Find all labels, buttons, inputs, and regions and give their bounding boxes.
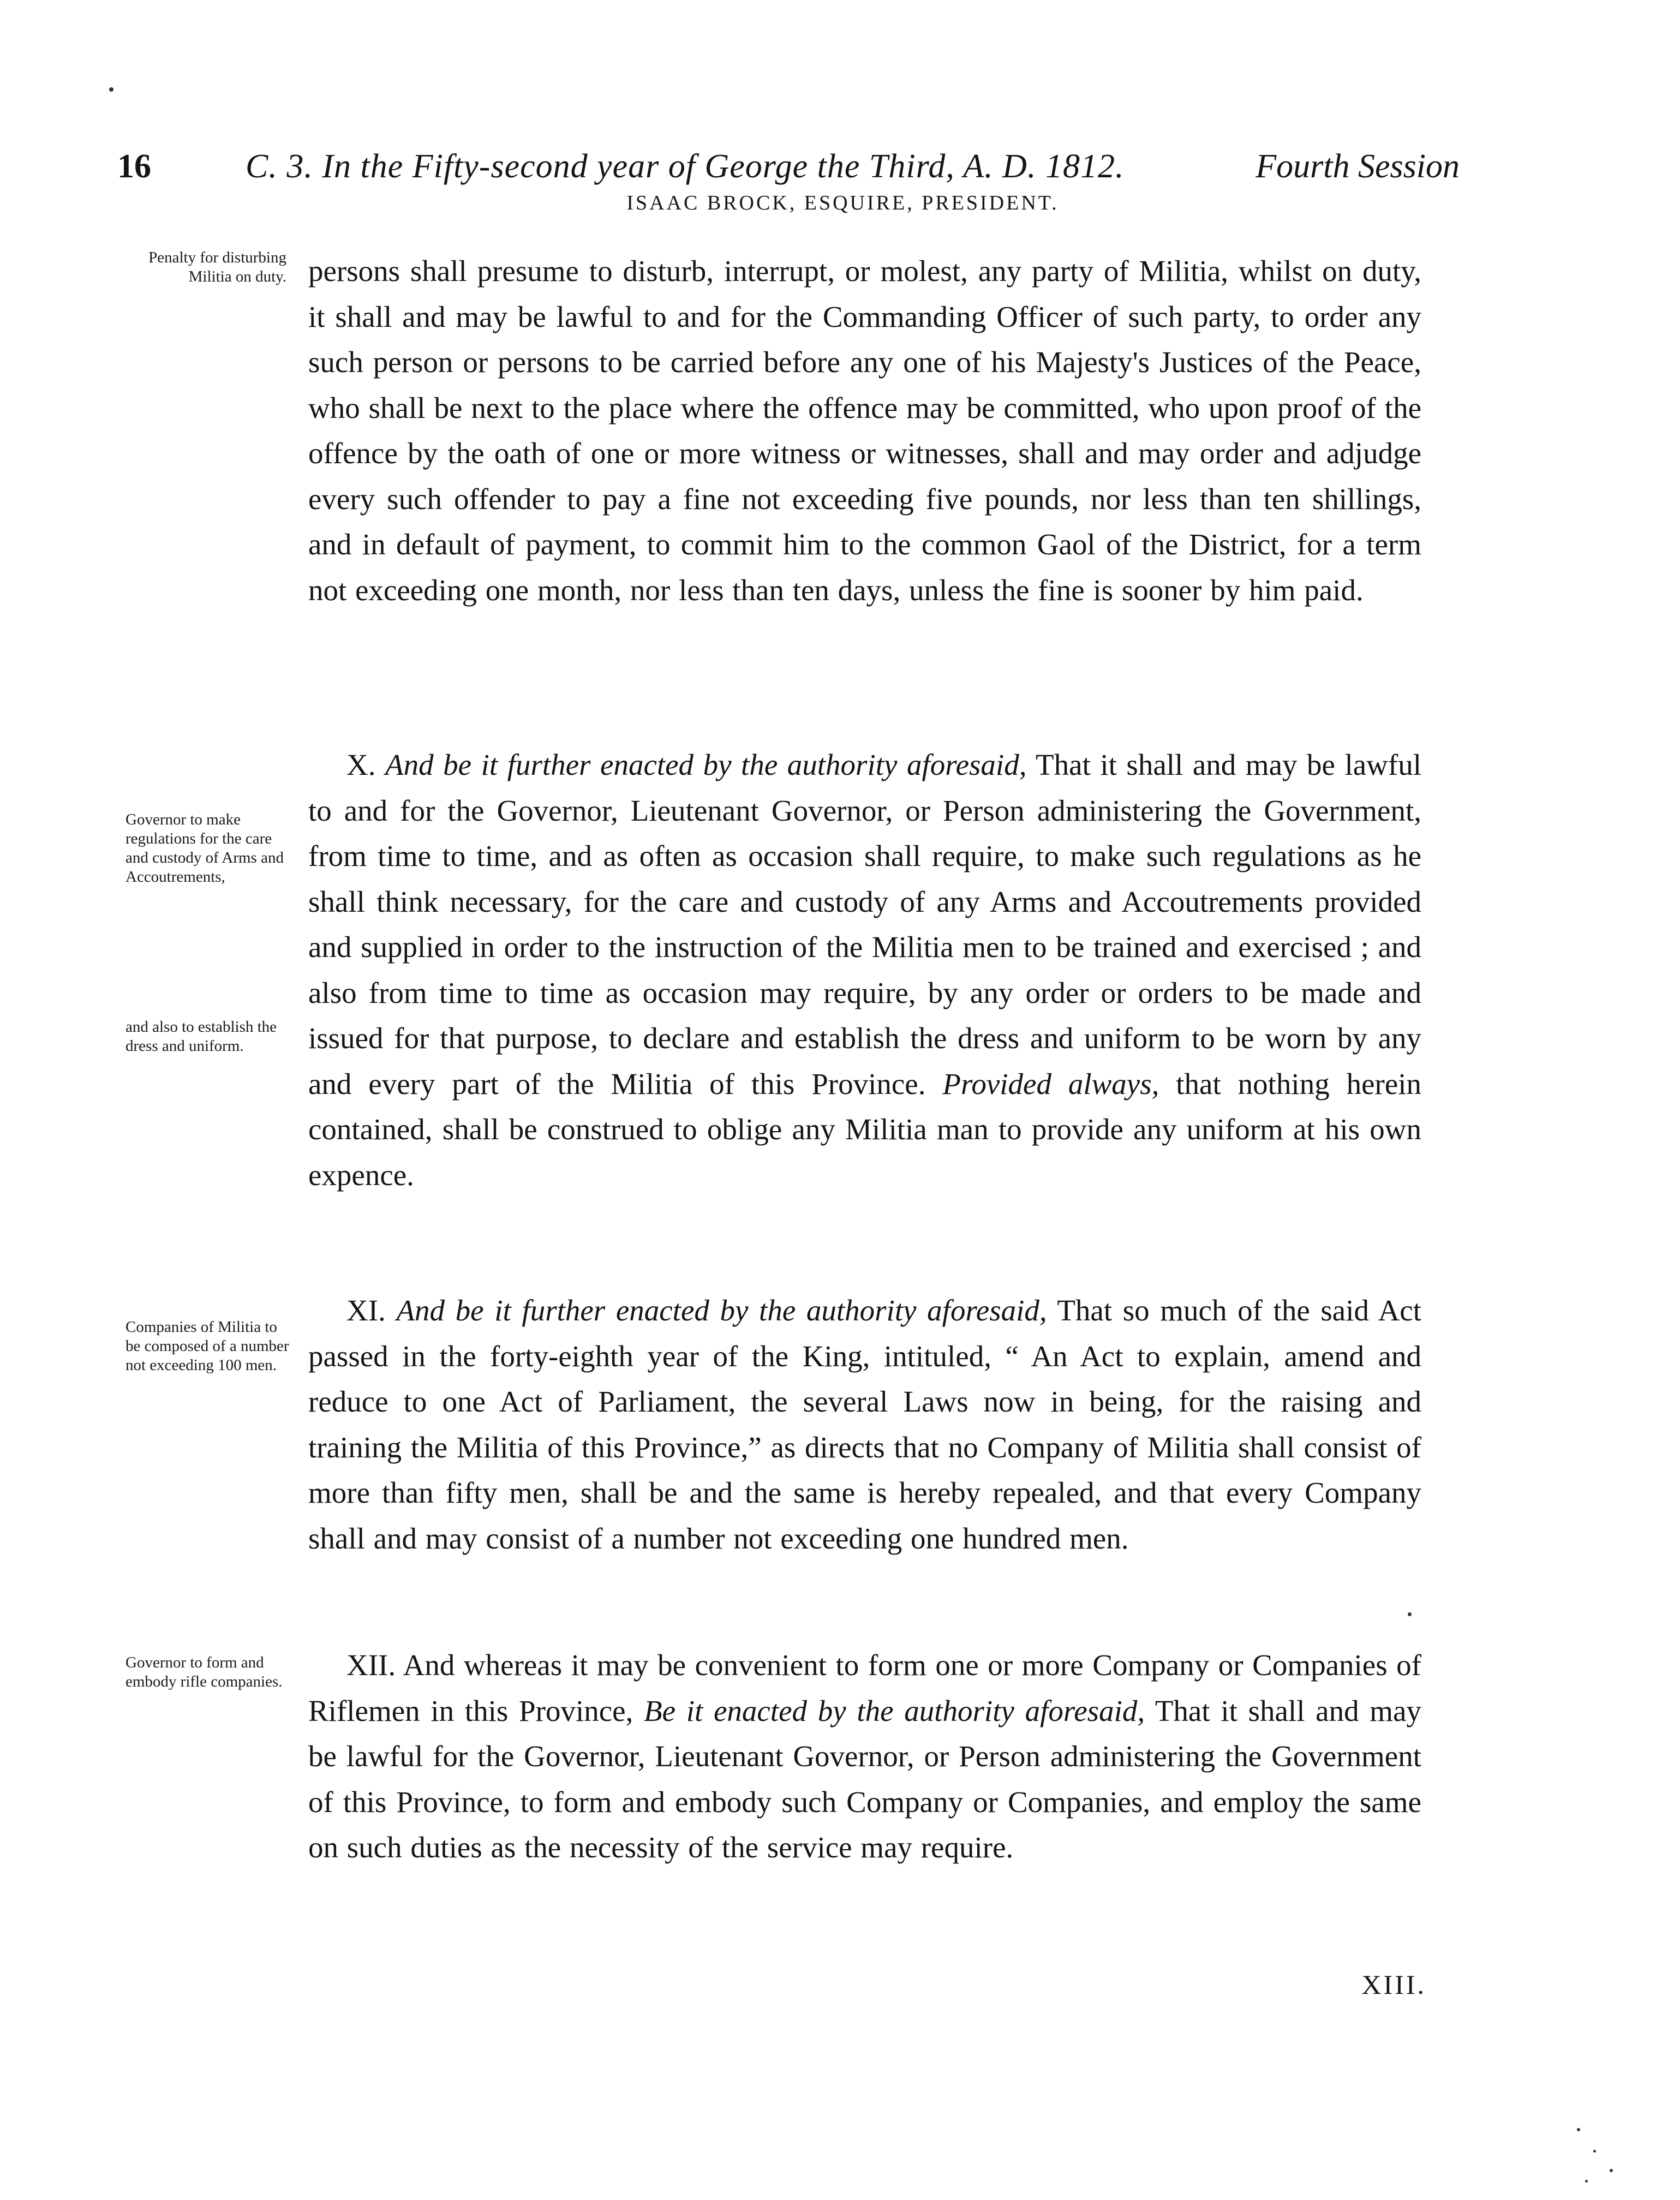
page-number: 16 xyxy=(117,148,151,185)
section-number: XI. xyxy=(346,1294,386,1327)
scan-speck xyxy=(1585,2180,1588,2183)
catchword: XIII. xyxy=(1361,1969,1426,2000)
scan-speck xyxy=(1593,2150,1596,2153)
enacting-clause: And be it further enacted by the authority aforesaid, xyxy=(396,1294,1047,1327)
enacting-clause: And be it further enacted by the authority aforesaid, xyxy=(385,748,1027,781)
chapter-heading: C. 3. In the Fifty-second year of George the Third, A. D. 1812. xyxy=(246,148,1125,185)
section-text-b: That it shall and may be lawful for the Governor, Lieutenant Governor, or Person administering the Government of this Province, to form and embody such Company or Companies, and employ the same on such duties as the necessity of the service may require. xyxy=(308,1694,1421,1864)
paragraph-penalty xyxy=(308,248,1421,613)
proviso-clause: Provided always, xyxy=(942,1067,1159,1101)
margin-note-dress: and also to establish the dress and uniform. xyxy=(125,1018,277,1055)
scan-speck xyxy=(1577,2128,1580,2131)
section-text-a: And whereas it may be convenient to form one or more Company or Companies of Riflemen in this Province, xyxy=(308,1648,1421,1727)
section-text: That it shall and may be lawful to and for the Governor, Lieutenant Governor, or Person administering the Government, from time to time, and as often as occasion shall require, to make such regulations as he shall think necessary, for the care and custody of any Arms and Accoutrements provided and supplied in order to the instruction of the Militia men to be trained and exercised ; and also from time to time as occasion may require, by any order or orders to be made and issued for that purpose, to declare and establish the dress and uniform to be worn by any and every part of the Militia of this Province. xyxy=(308,748,1421,1101)
proviso-text: that nothing herein contained, shall be construed to oblige any Militia man to provide any uniform at his own expence. xyxy=(308,1067,1422,1192)
section-xii xyxy=(308,1642,1421,1870)
running-head xyxy=(117,136,1460,196)
margin-note-regulations: Governor to make regulations for the care and custody of Arms and Accoutrements, xyxy=(125,811,284,886)
section-x xyxy=(308,742,1421,1198)
margin-note-penalty: Penalty for disturbing Militia on duty. xyxy=(148,249,286,285)
section-xi xyxy=(308,1288,1421,1561)
margin-note-companies: Companies of Militia to be composed of a number not exceeding 100 men. xyxy=(125,1318,289,1374)
section-number: XII. xyxy=(346,1648,396,1682)
scan-speck xyxy=(1408,1612,1412,1616)
section-text: That so much of the said Act passed in the forty-eighth year of the King, intituled, “ An Act to explain, amend and reduce to one Act of Parliament, the several Laws now in being, for the raising and training the Militia of this Province,” as directs that no Company of Militia shall consist of more than fifty men, shall be and the same is hereby repealed, and that every Company shall and may consist of a number not exceeding one hundred men. xyxy=(308,1294,1421,1555)
session-label: Fourth Session xyxy=(1255,148,1460,185)
president-subheading: ISAAC BROCK, ESQUIRE, PRESIDENT. xyxy=(626,192,1059,214)
paragraph-text: persons shall presume to disturb, interrupt, or molest, any party of Militia, whilst on duty, it shall and may be lawful to and for the Commanding Officer of such party, to order any such person or persons to be carried before any one of his Majesty's Justices of the Peace, who shall be next to the place where the offence may be committed, who upon proof of the offence by the oath of one or more witness or witnesses, shall and may order and adjudge every such offender to pay a fine not exceeding five pounds, nor less than ten shillings, and in default of payment, to commit him to the common Gaol of the District, for a term not exceeding one month, nor less than ten days, unless the fine is sooner by him paid. xyxy=(308,254,1421,607)
scan-speck xyxy=(1610,2169,1613,2172)
section-number: X. xyxy=(346,748,376,781)
enacting-clause: Be it enacted by the authority aforesaid, xyxy=(644,1694,1145,1727)
margin-note-rifle-companies: Governor to form and embody rifle companies. xyxy=(125,1654,283,1690)
scan-speck xyxy=(109,87,113,92)
